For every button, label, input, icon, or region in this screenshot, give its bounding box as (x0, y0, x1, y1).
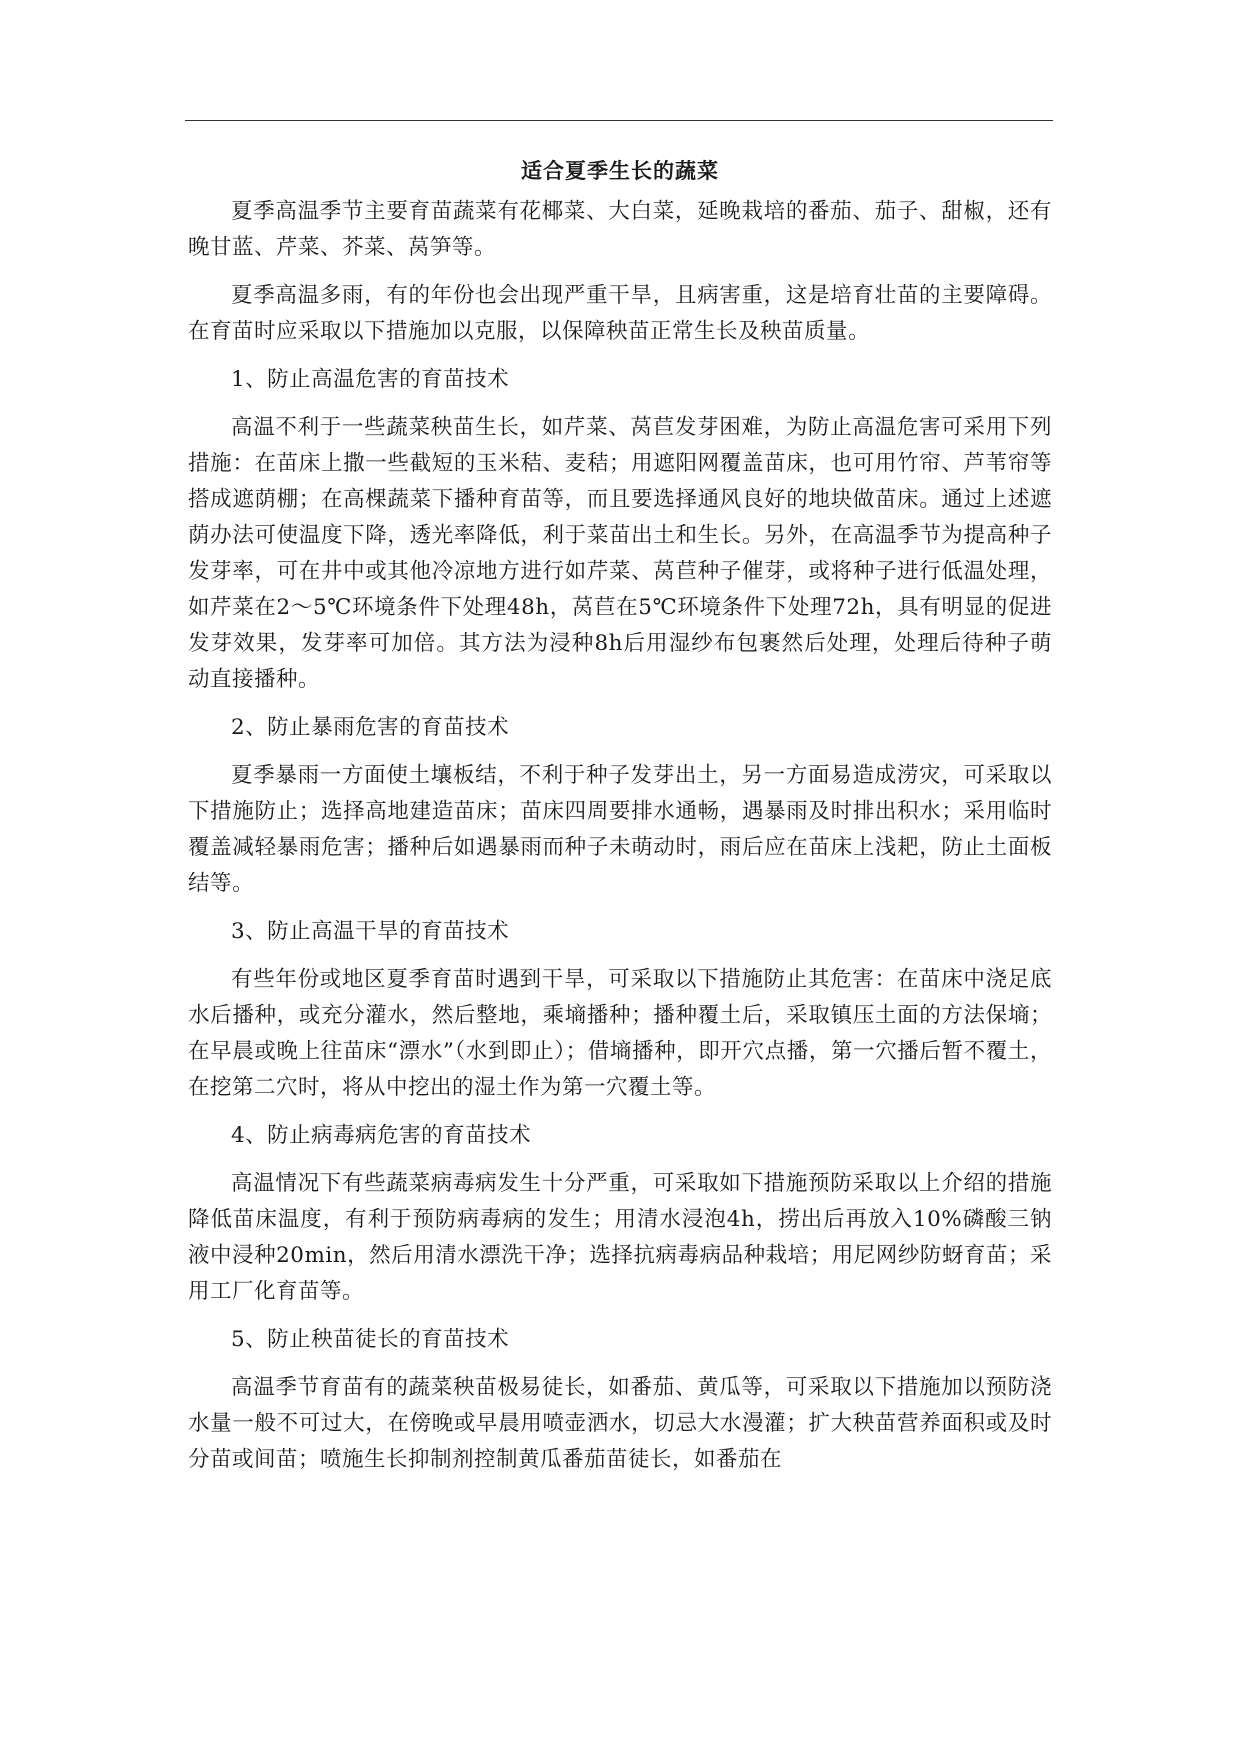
paragraph-intro: 夏季高温季节主要育苗蔬菜有花椰菜、大白菜，延晚栽培的番茄、茄子、甜椒，还有晚甘蓝、芹菜、芥菜、莴笋等。 (188, 199, 1052, 260)
section-heading-2: 2、防止暴雨危害的育苗技术 (231, 715, 510, 740)
paragraph-section-2: 夏季暴雨一方面使土壤板结，不利于种子发芽出土，另一方面易造成涝灾，可采取以下措施防止；选择高地建造苗床；苗床四周要排水通畅，遇暴雨及时排出积水；采用临时覆盖减轻暴雨危害；播种后如遇暴雨而种子未萌动时，雨后应在苗床上浅耙，防止土面板结等。 (188, 763, 1052, 896)
paragraph-section-4: 高温情况下有些蔬菜病毒病发生十分严重，可采取如下措施预防采取以上介绍的措施降低苗床温度，有利于预防病毒病的发生；用清水浸泡4h，捞出后再放入10%磷酸三钠液中浸种20min，然后用清水漂洗干净；选择抗病毒病品种栽培；用尼网纱防蚜育苗；采用工厂化育苗等。 (188, 1171, 1052, 1304)
paragraph-section-3: 有些年份或地区夏季育苗时遇到干旱，可采取以下措施防止其危害：在苗床中浇足底水后播种，或充分灌水，然后整地，乘墒播种；播种覆土后，采取镇压土面的方法保墒；在早晨或晚上往苗床“漂水”（水到即止）；借墒播种，即开穴点播，第一穴播后暂不覆土，在挖第二穴时，将从中挖出的湿土作为第一穴覆土等。 (188, 967, 1052, 1100)
document-title: 适合夏季生长的蔬菜 (521, 159, 719, 183)
document-body (188, 152, 1052, 1490)
paragraph-section-5: 高温季节育苗有的蔬菜秧苗极易徒长，如番茄、黄瓜等，可采取以下措施加以预防浇水量一般不可过大，在傍晚或早晨用喷壶洒水，切忌大水漫灌；扩大秧苗营养面积或及时分苗或间苗；喷施生长抑制剂控制黄瓜番茄苗徒长，如番茄在 (188, 1375, 1052, 1472)
section-heading-4: 4、防止病毒病危害的育苗技术 (231, 1123, 532, 1148)
section-heading-3: 3、防止高温干旱的育苗技术 (231, 919, 510, 944)
section-heading-5: 5、防止秧苗徒长的育苗技术 (231, 1327, 510, 1352)
header-rule (185, 120, 1053, 121)
section-heading-1: 1、防止高温危害的育苗技术 (231, 367, 510, 392)
paragraph-section-1: 高温不利于一些蔬菜秧苗生长，如芹菜、莴苣发芽困难，为防止高温危害可采用下列措施：在苗床上撒一些截短的玉米秸、麦秸；用遮阳网覆盖苗床，也可用竹帘、芦苇帘等搭成遮荫棚；在高棵蔬菜下播种育苗等，而且要选择通风良好的地块做苗床。通过上述遮荫办法可使温度下降，透光率降低，利于菜苗出土和生长。另外，在高温季节为提高种子发芽率，可在井中或其他冷凉地方进行如芹菜、莴苣种子催芽，或将种子进行低温处理，如芹菜在2～5℃环境条件下处理48h，莴苣在5℃环境条件下处理72h，具有明显的促进发芽效果，发芽率可加倍。其方法为浸种8h后用湿纱布包裹然后处理，处理后待种子萌动直接播种。 (188, 415, 1052, 692)
paragraph-overview: 夏季高温多雨，有的年份也会出现严重干旱，且病害重，这是培育壮苗的主要障碍。在育苗时应采取以下措施加以克服，以保障秧苗正常生长及秧苗质量。 (188, 283, 1052, 344)
